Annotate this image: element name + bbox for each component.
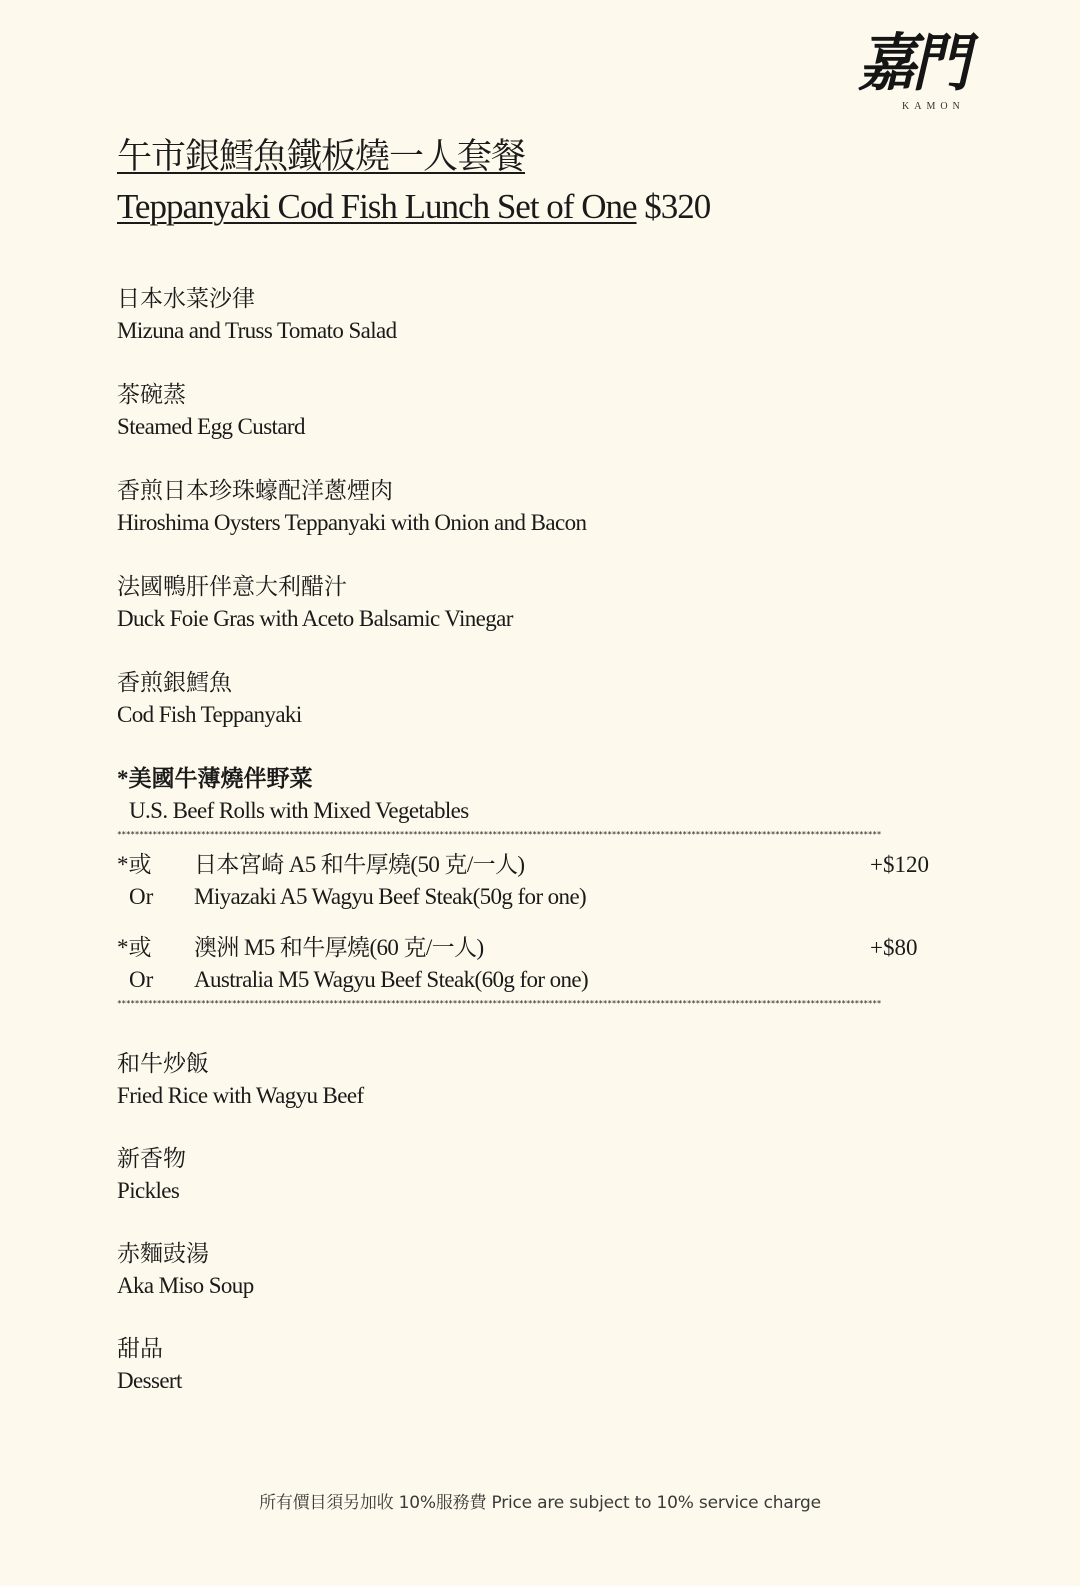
kamon-logo	[858, 28, 978, 118]
course-name-zh: 和牛炒飯	[117, 1051, 209, 1076]
course-name-zh: *美國牛薄燒伴野菜	[117, 766, 313, 791]
upgrade-option	[117, 932, 977, 996]
upgrade-name-zh: 澳洲 M5 和牛厚燒(60 克/一人)	[194, 935, 484, 960]
course-item	[117, 1048, 364, 1112]
course-name-en: Dessert	[117, 1368, 182, 1393]
course-item	[117, 763, 977, 827]
course-item	[117, 475, 977, 539]
course-name-en: Aka Miso Soup	[117, 1273, 254, 1298]
upgrade-tag-en: Or	[129, 884, 154, 909]
title-price: $320	[644, 187, 711, 226]
upgrade-tag-en: Or	[129, 967, 154, 992]
upgrade-price: +$120	[870, 852, 929, 877]
title-zh: 午市銀鱈魚鐵板燒一人套餐	[117, 137, 526, 176]
upgrade-name-en: Miyazaki A5 Wagyu Beef Steak(50g for one)	[194, 884, 587, 909]
course-name-en: U.S. Beef Rolls with Mixed Vegetables	[129, 798, 469, 823]
course-item	[117, 667, 977, 731]
course-item	[117, 379, 977, 443]
course-name-en: Duck Foie Gras with Aceto Balsamic Vinegar	[117, 606, 513, 631]
course-name-zh: 香煎銀鱈魚	[117, 670, 232, 695]
course-name-en: Cod Fish Teppanyaki	[117, 702, 302, 727]
upgrade-option	[117, 849, 977, 913]
course-name-en: Mizuna and Truss Tomato Salad	[117, 318, 397, 343]
course-name-zh: 香煎日本珍珠蠔配洋蔥煙肉	[117, 478, 393, 503]
logo-subtitle: KAMON	[902, 101, 965, 112]
course-list	[117, 283, 977, 859]
course-name-en: Fried Rice with Wagyu Beef	[117, 1083, 364, 1108]
upgrade-tag-zh: *或	[117, 935, 152, 960]
course-name-en: Hiroshima Oysters Teppanyaki with Onion and Bacon	[117, 510, 587, 535]
course-name-zh: 新香物	[117, 1146, 186, 1171]
course-name-zh: 日本水菜沙律	[117, 286, 255, 311]
course-name-en: Pickles	[117, 1178, 180, 1203]
upgrade-tag-zh: *或	[117, 852, 152, 877]
upgrade-name-zh: 日本宮崎 A5 和牛厚燒(50 克/一人)	[194, 852, 525, 877]
course-name-zh: 赤麵豉湯	[117, 1241, 209, 1266]
course-name-zh: 甜品	[117, 1336, 163, 1361]
course-item	[117, 1238, 364, 1302]
course-item	[117, 283, 977, 347]
course-name-zh: 法國鴨肝伴意大利醋汁	[117, 574, 347, 599]
asterisk-divider-top: *****************************************************************************************************************************************************************************	[117, 830, 882, 839]
menu-title	[117, 132, 710, 232]
logo-mark: 嘉門	[858, 26, 967, 100]
upgrade-price: +$80	[870, 935, 918, 960]
upgrade-name-en: Australia M5 Wagyu Beef Steak(60g for one)	[194, 967, 589, 992]
title-en: Teppanyaki Cod Fish Lunch Set of One	[117, 187, 637, 226]
course-item	[117, 571, 977, 635]
course-list-2	[117, 1048, 364, 1428]
service-charge-note: 所有價目須另加收 10%服務費 Price are subject to 10% service charge	[259, 1493, 821, 1513]
course-item	[117, 1333, 364, 1397]
asterisk-divider-bottom: *****************************************************************************************************************************************************************************	[117, 999, 882, 1008]
course-name-en: Steamed Egg Custard	[117, 414, 305, 439]
course-name-zh: 茶碗蒸	[117, 382, 186, 407]
course-item	[117, 1143, 364, 1207]
